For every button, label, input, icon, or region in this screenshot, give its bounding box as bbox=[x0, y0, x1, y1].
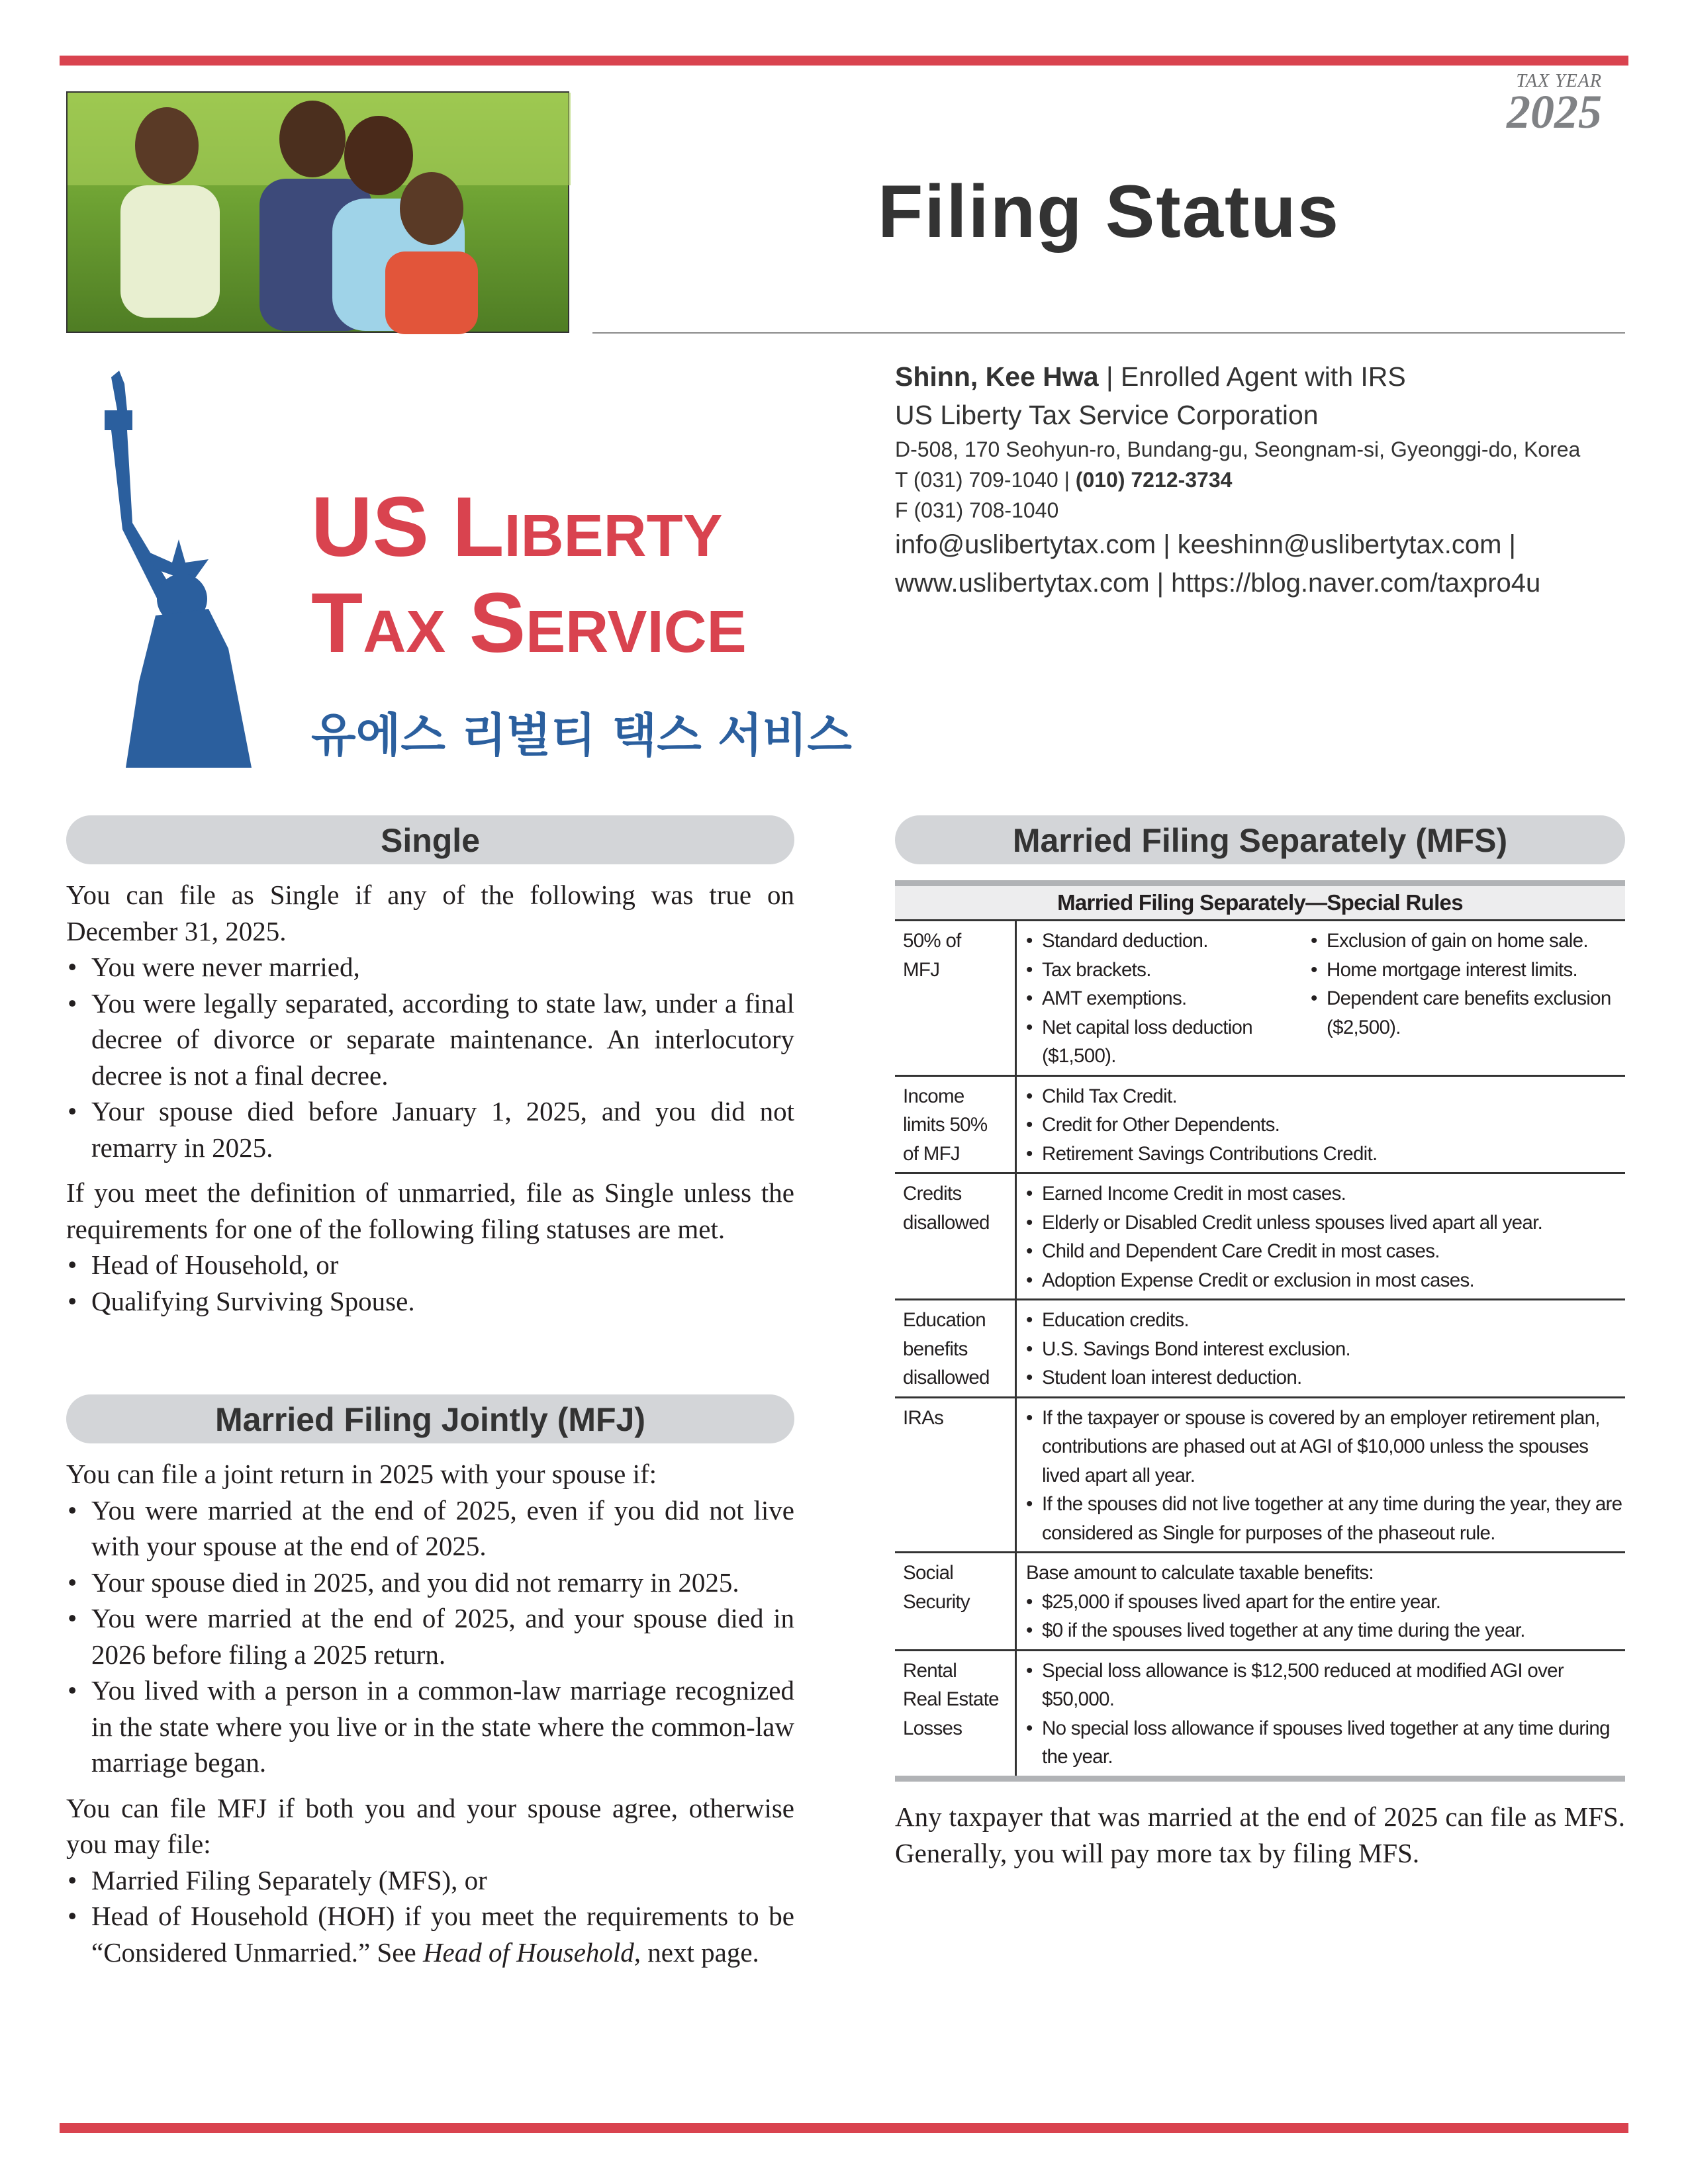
section-header-mfj: Married Filing Jointly (MFJ) bbox=[66, 1394, 794, 1443]
row-label: Credits disallowed bbox=[895, 1174, 1017, 1298]
tax-year-badge bbox=[1489, 71, 1602, 138]
single-section bbox=[66, 877, 794, 1328]
mobile-phone: (010) 7212-3734 bbox=[1075, 468, 1233, 492]
list-item: • If the spouses did not live together at any time during the year, they are considered as Single for purposes of the phaseout rule. bbox=[1026, 1490, 1622, 1547]
logo-line-1: US Liberty bbox=[311, 480, 723, 574]
row-content bbox=[1017, 1553, 1625, 1649]
list-item: • Married Filing Separately (MFS), or bbox=[66, 1862, 794, 1899]
row-content bbox=[1017, 1077, 1625, 1173]
row-column bbox=[1026, 927, 1311, 1071]
row-label: IRAs bbox=[895, 1398, 1017, 1552]
row-label: Rental Real Estate Losses bbox=[895, 1651, 1017, 1776]
row-content bbox=[1017, 1174, 1625, 1298]
list-item: • AMT exemptions. bbox=[1026, 984, 1311, 1013]
list-item: • U.S. Savings Bond interest exclusion. bbox=[1026, 1335, 1622, 1364]
list-item: • Credit for Other Dependents. bbox=[1026, 1111, 1622, 1140]
agent-role: | Enrolled Agent with IRS bbox=[1098, 361, 1406, 392]
list-item: • Head of Household, or bbox=[66, 1247, 794, 1283]
hoh-reference: Head of Household, bbox=[422, 1936, 641, 1968]
list-item: • You were married at the end of 2025, and your spouse died in 2026 before filing a 2025 return. bbox=[66, 1600, 794, 1672]
hoh-text: Head of Household (HOH) if you meet the requirements to be “Considered Unmarried.” See bbox=[91, 1901, 794, 1968]
title-divider bbox=[592, 332, 1625, 334]
list-item: • Your spouse died before January 1, 2025, and you did not remarry in 2025. bbox=[66, 1093, 794, 1165]
mfj-intro: You can file a joint return in 2025 with your spouse if: bbox=[66, 1459, 657, 1489]
row-content bbox=[1017, 1651, 1625, 1776]
list-item: • Child Tax Credit. bbox=[1026, 1082, 1622, 1111]
row-content bbox=[1017, 1300, 1625, 1396]
contact-block bbox=[895, 357, 1630, 602]
single-list bbox=[66, 949, 794, 1165]
list-item: • Child and Dependent Care Credit in most cases. bbox=[1026, 1237, 1622, 1266]
table-body bbox=[895, 921, 1625, 1782]
list-item: • Education credits. bbox=[1026, 1306, 1622, 1335]
list-item: • Your spouse died in 2025, and you did not remarry in 2025. bbox=[66, 1565, 794, 1601]
table-row bbox=[895, 1553, 1625, 1651]
list-item: • You were legally separated, according to state law, under a final decree of divorce or separate maintenance. An interlocutory decree is not a final decree. bbox=[66, 985, 794, 1094]
list-item: • Tax brackets. bbox=[1026, 956, 1311, 985]
list-item: • Net capital loss deduction ($1,500). bbox=[1026, 1013, 1311, 1071]
agent-name: Shinn, Kee Hwa bbox=[895, 361, 1099, 392]
section-header-mfs: Married Filing Separately (MFS) bbox=[895, 815, 1625, 864]
mfs-special-rules-table bbox=[895, 880, 1625, 1782]
list-item: • You were married at the end of 2025, even if you did not live with your spouse at the end of 2025. bbox=[66, 1492, 794, 1565]
statue-of-liberty-icon bbox=[105, 371, 252, 768]
email-links[interactable]: info@uslibertytax.com | keeshinn@uslibertytax.com | bbox=[895, 530, 1516, 559]
list-item: • Special loss allowance is $12,500 reduced at modified AGI over $50,000. bbox=[1026, 1657, 1622, 1714]
mfj-list bbox=[66, 1492, 794, 1781]
us-liberty-tax-service-logo bbox=[93, 371, 852, 768]
top-accent-bar bbox=[60, 56, 1628, 66]
list-item: • $25,000 if spouses lived apart for the entire year. bbox=[1026, 1588, 1622, 1617]
page-title: Filing Status bbox=[878, 170, 1340, 253]
tax-year-value: 2025 bbox=[1507, 85, 1602, 138]
list-item: • Home mortgage interest limits. bbox=[1311, 956, 1622, 985]
fax: F (031) 708-1040 bbox=[895, 498, 1059, 522]
list-item: • Student loan interest deduction. bbox=[1026, 1363, 1622, 1392]
logo-korean: 유에스 리벌티 택스 서비스 bbox=[311, 708, 852, 762]
mfs-footer-note: Any taxpayer that was married at the end of 2025 can file as MFS. Generally, you will pay more tax by filing MFS. bbox=[895, 1801, 1625, 1868]
list-item: • You lived with a person in a common-law marriage recognized in the state where you live or in the state where the common-law marriage began. bbox=[66, 1672, 794, 1781]
logo-line-2: Tax Service bbox=[311, 576, 747, 670]
table-top-bar bbox=[895, 880, 1625, 886]
single-status-list bbox=[66, 1247, 794, 1319]
mfj-alternatives-list bbox=[66, 1862, 794, 1971]
company-name: US Liberty Tax Service Corporation bbox=[895, 400, 1319, 430]
agent-line bbox=[895, 357, 1630, 396]
list-item: • You were never married, bbox=[66, 949, 794, 985]
mfj-agree-note: You can file MFJ if both you and your spouse agree, otherwise you may file: bbox=[66, 1792, 794, 1859]
list-item: • No special loss allowance if spouses lived together at any time during the year. bbox=[1026, 1714, 1622, 1772]
phone-line bbox=[895, 465, 1630, 495]
single-unmarried-note: If you meet the definition of unmarried, file as Single unless the requirements for one of the following filing statuses are met. bbox=[66, 1177, 794, 1244]
row-lead: Base amount to calculate taxable benefits: bbox=[1026, 1562, 1374, 1584]
mfj-section bbox=[66, 1456, 794, 1979]
list-item: • $0 if the spouses lived together at any time during the year. bbox=[1026, 1616, 1622, 1645]
family-photo bbox=[66, 91, 569, 333]
section-header-single: Single bbox=[66, 815, 794, 864]
address: D-508, 170 Seohyun-ro, Bundang-gu, Seongnam-si, Gyeonggi-do, Korea bbox=[895, 437, 1581, 461]
list-item: • Standard deduction. bbox=[1026, 927, 1311, 956]
tax-year-label: TAX YEAR bbox=[1516, 71, 1602, 91]
table-title: Married Filing Separately—Special Rules bbox=[895, 886, 1625, 921]
table-row bbox=[895, 1077, 1625, 1175]
list-item bbox=[66, 1898, 794, 1970]
row-column bbox=[1311, 927, 1622, 1071]
table-row bbox=[895, 1398, 1625, 1554]
table-row bbox=[895, 921, 1625, 1077]
row-content bbox=[1017, 921, 1625, 1075]
table-row bbox=[895, 1651, 1625, 1782]
single-intro: You can file as Single if any of the following was true on December 31, 2025. bbox=[66, 880, 794, 946]
list-item: • If the taxpayer or spouse is covered by an employer retirement plan, contributions are phased out at AGI of $10,000 unless the spouses lived apart all year. bbox=[1026, 1404, 1622, 1490]
row-label: Education benefits disallowed bbox=[895, 1300, 1017, 1396]
list-item: • Earned Income Credit in most cases. bbox=[1026, 1179, 1622, 1208]
row-label: 50% of MFJ bbox=[895, 921, 1017, 1075]
row-columns bbox=[1026, 927, 1622, 1071]
website-links[interactable]: www.uslibertytax.com | https://blog.naver.com/taxpro4u bbox=[895, 569, 1541, 598]
bottom-accent-bar bbox=[60, 2123, 1628, 2133]
row-label: Income limits 50% of MFJ bbox=[895, 1077, 1017, 1173]
row-label: Social Security bbox=[895, 1553, 1017, 1649]
table-row bbox=[895, 1300, 1625, 1398]
office-phone: T (031) 709-1040 | bbox=[895, 468, 1076, 492]
list-item: • Qualifying Surviving Spouse. bbox=[66, 1283, 794, 1320]
list-item: • Elderly or Disabled Credit unless spouses lived apart all year. bbox=[1026, 1208, 1622, 1238]
list-item: • Exclusion of gain on home sale. bbox=[1311, 927, 1622, 956]
table-row bbox=[895, 1174, 1625, 1300]
hoh-text-end: next page. bbox=[641, 1936, 759, 1968]
row-content bbox=[1017, 1398, 1625, 1552]
list-item: • Retirement Savings Contributions Credit. bbox=[1026, 1140, 1622, 1169]
list-item: • Dependent care benefits exclusion ($2,500). bbox=[1311, 984, 1622, 1042]
list-item: • Adoption Expense Credit or exclusion in most cases. bbox=[1026, 1266, 1622, 1295]
